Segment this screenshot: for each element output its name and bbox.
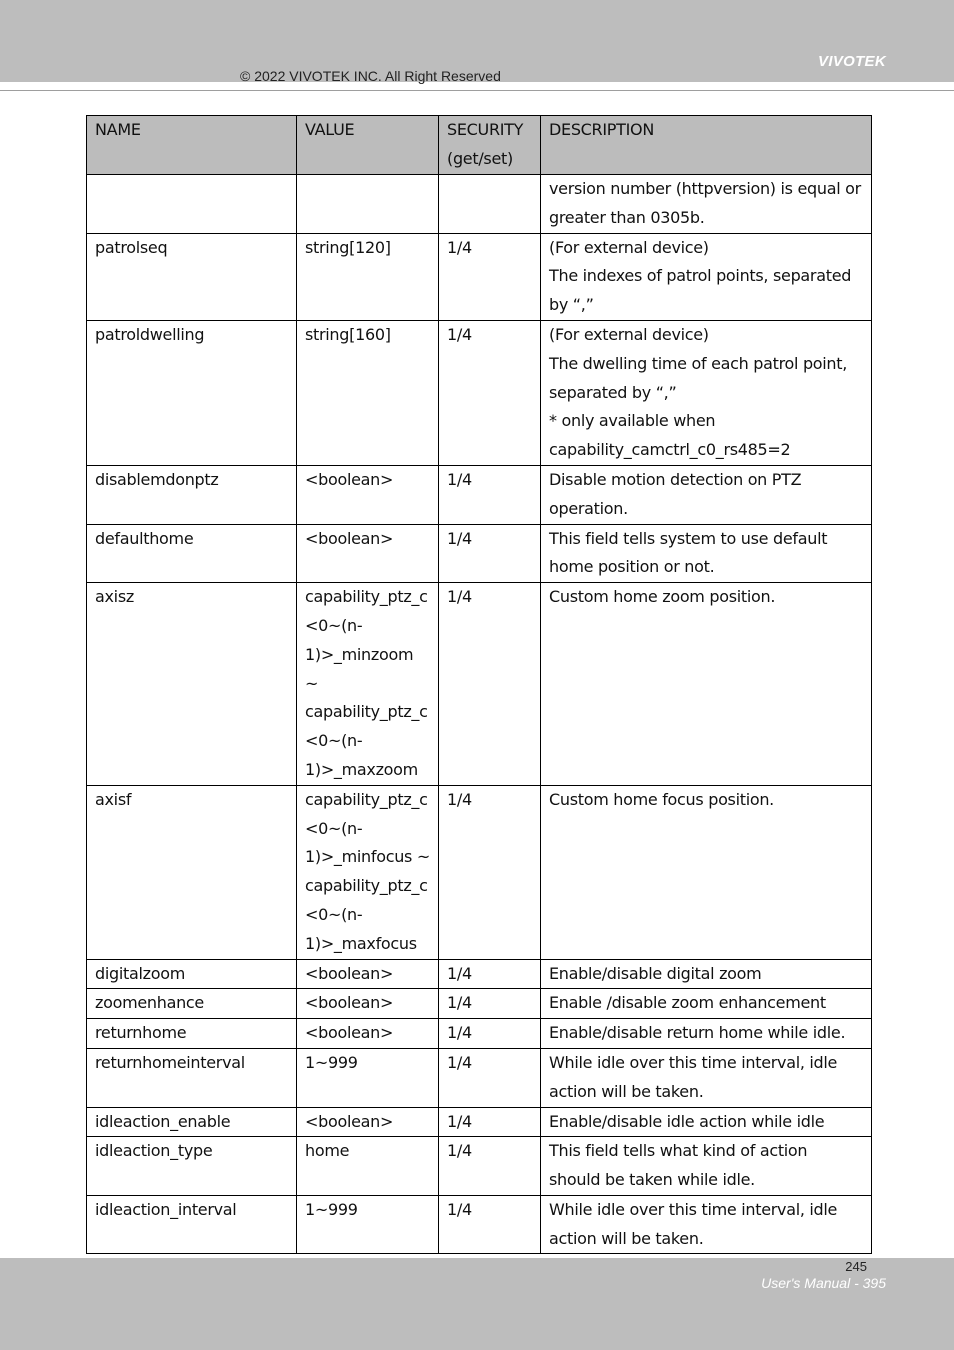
table-header-row [87,116,872,175]
param-security-cell: 1/4 [439,233,541,320]
param-description-cell [541,1137,872,1196]
table-body [87,175,872,1254]
param-name-cell: disablemdonptz [87,465,297,524]
description-line: Enable /disable zoom enhancement [549,993,826,1013]
table-row [87,465,872,524]
description-line: Custom home focus position. [549,789,774,809]
table-row [87,1195,872,1254]
manual-page-label: User's Manual - 395 [761,1275,886,1291]
param-name-cell: axisz [87,583,297,786]
param-security-cell: 1/4 [439,1107,541,1137]
table-row [87,1137,872,1196]
description-line: (For external device) [549,324,709,344]
param-description-cell [541,233,872,320]
param-security-cell: 1/4 [439,785,541,959]
description-line: The dwelling time of each patrol point, separated by “,” [549,353,848,402]
param-name-cell [87,175,297,234]
param-name-cell: digitalzoom [87,959,297,989]
column-header-security: SECURITY (get/set) [439,116,541,175]
description-line: The indexes of patrol points, separated by “,” [549,266,852,315]
param-value-cell: <boolean> [297,524,439,583]
header-divider [0,90,954,91]
table-row [87,959,872,989]
param-value-cell: <boolean> [297,465,439,524]
description-line: While idle over this time interval, idle action will be taken. [549,1052,838,1101]
param-value-cell: capability_ptz_c<0~(n-1)>_minfocus ~ capability_ptz_c<0~(n-1)>_maxfocus [297,785,439,959]
param-value-cell: string[120] [297,233,439,320]
param-name-cell: returnhomeinterval [87,1048,297,1107]
param-description-cell [541,524,872,583]
param-security-cell: 1/4 [439,320,541,465]
param-description-cell [541,785,872,959]
description-line: Disable motion detection on PTZ operation. [549,469,802,518]
param-value-cell: string[160] [297,320,439,465]
param-name-cell: patroldwelling [87,320,297,465]
param-description-cell [541,465,872,524]
table-row [87,1048,872,1107]
param-name-cell: idleaction_interval [87,1195,297,1254]
param-value-cell: home [297,1137,439,1196]
column-header-name: NAME [87,116,297,175]
param-value-cell: capability_ptz_c<0~(n-1)>_minzoom ~ capability_ptz_c<0~(n-1)>_maxzoom [297,583,439,786]
table-row [87,989,872,1019]
page-number: 245 [845,1259,867,1274]
column-header-value: VALUE [297,116,439,175]
param-security-cell: 1/4 [439,1019,541,1049]
description-line: Enable/disable digital zoom [549,963,762,983]
param-name-cell: axisf [87,785,297,959]
param-name-cell: patrolseq [87,233,297,320]
param-security-cell: 1/4 [439,1048,541,1107]
table-row [87,785,872,959]
description-line: This field tells system to use default home position or not. [549,528,828,577]
param-value-cell: <boolean> [297,989,439,1019]
brand-logo: VIVOTEK [818,53,886,70]
param-value-cell: <boolean> [297,1019,439,1049]
description-line: Enable/disable return home while idle. [549,1023,846,1043]
table-row [87,1107,872,1137]
param-name-cell: idleaction_enable [87,1107,297,1137]
param-security-cell: 1/4 [439,524,541,583]
param-value-cell [297,175,439,234]
param-value-cell: <boolean> [297,959,439,989]
description-line: version number (httpversion) is equal or greater than 0305b. [549,179,861,227]
description-line: While idle over this time interval, idle action will be taken. [549,1199,838,1248]
param-description-cell [541,320,872,465]
copyright-notice: © 2022 VIVOTEK INC. All Right Reserved [240,68,501,84]
table-row [87,1019,872,1049]
param-description-cell [541,959,872,989]
column-header-description: DESCRIPTION [541,116,872,175]
param-name-cell: returnhome [87,1019,297,1049]
param-name-cell: zoomenhance [87,989,297,1019]
param-description-cell [541,175,872,234]
param-value-cell: <boolean> [297,1107,439,1137]
param-name-cell: idleaction_type [87,1137,297,1196]
param-description-cell [541,1107,872,1137]
description-line: * only available when capability_camctrl_c0_rs485=2 [549,411,791,460]
param-value-cell: 1~999 [297,1048,439,1107]
param-description-cell [541,583,872,786]
param-value-cell: 1~999 [297,1195,439,1254]
param-description-cell [541,989,872,1019]
table-row [87,175,872,234]
param-security-cell: 1/4 [439,583,541,786]
description-line: Enable/disable idle action while idle [549,1111,825,1131]
param-security-cell: 1/4 [439,1137,541,1196]
param-security-cell: 1/4 [439,465,541,524]
param-description-cell [541,1048,872,1107]
footer-band [0,1258,954,1350]
description-line: Custom home zoom position. [549,587,776,607]
param-name-cell: defaulthome [87,524,297,583]
description-line: This field tells what kind of action should be taken while idle. [549,1141,808,1190]
param-security-cell [439,175,541,234]
table-row [87,524,872,583]
param-security-cell: 1/4 [439,989,541,1019]
param-security-cell: 1/4 [439,1195,541,1254]
table-row [87,583,872,786]
parameter-table [86,115,872,1254]
param-description-cell [541,1019,872,1049]
table-row [87,320,872,465]
description-line: (For external device) [549,237,709,257]
param-description-cell [541,1195,872,1254]
table-row [87,233,872,320]
param-security-cell: 1/4 [439,959,541,989]
